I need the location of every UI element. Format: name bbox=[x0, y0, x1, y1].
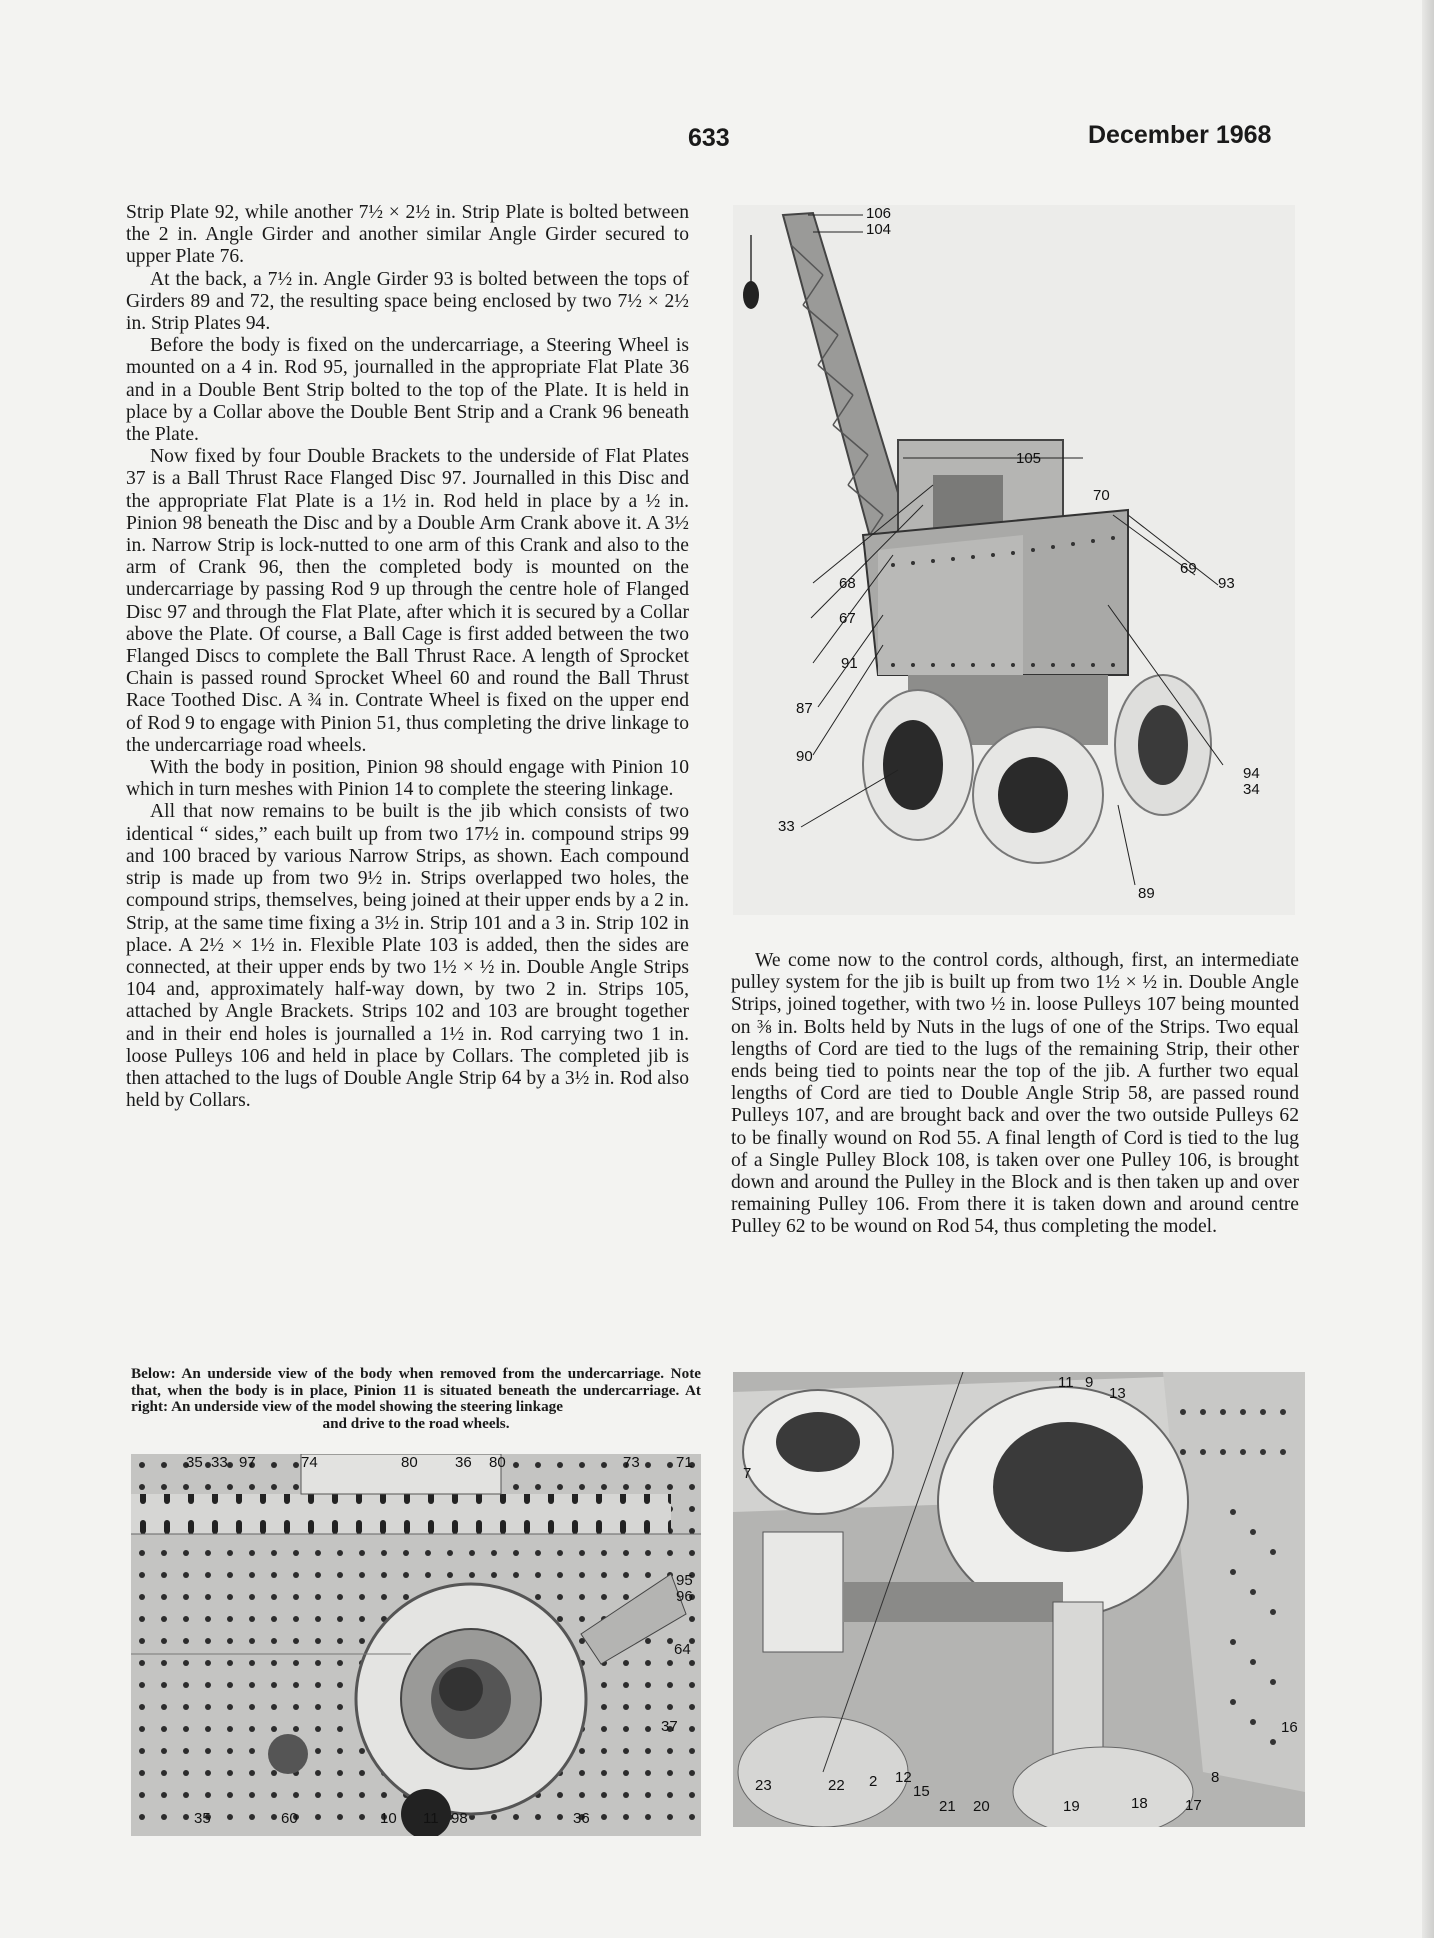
callout-label: 70 bbox=[1093, 487, 1110, 504]
text-column-left bbox=[126, 202, 689, 1112]
callout-label: 21 bbox=[939, 1798, 956, 1815]
callout-label: 36 bbox=[573, 1810, 590, 1827]
paragraph: With the body in position, Pinion 98 should engage with Pinion 10 which in turn meshes with Pinion 14 to complete the steering linkage. bbox=[126, 757, 689, 801]
callout-label: 9 bbox=[1085, 1374, 1094, 1391]
text-column-right bbox=[731, 950, 1299, 1239]
callout-label: 12 bbox=[895, 1769, 912, 1786]
callout-label: 95 bbox=[676, 1572, 693, 1589]
issue-date: December 1968 bbox=[1088, 121, 1272, 149]
callout-label: 37 bbox=[661, 1718, 678, 1735]
callout-label: 18 bbox=[1131, 1795, 1148, 1812]
callout-label: 35 bbox=[186, 1454, 203, 1471]
callout-label: 94 bbox=[1243, 765, 1260, 782]
callout-label: 33 bbox=[778, 818, 795, 835]
underside-body-illustration bbox=[131, 1454, 701, 1836]
callout-label: 11 bbox=[423, 1810, 439, 1827]
callout-label: 74 bbox=[301, 1454, 318, 1471]
paragraph: Now fixed by four Double Brackets to the underside of Flat Plates 37 is a Ball Thrust Race Flanged Disc 97. Journalled in this Disc and the appropriate Flat Plate is a 1½ in. Rod held in place by a ½ in. Pinion 98 beneath the Disc and by a Double Arm Crank above it. A 3½ in. Narrow Strip is lock-nutted to one arm of this Crank and also to the arm of Crank 96, then the completed body is mounted on the undercarriage by passing Rod 9 up through the centre hole of Flanged Disc 97 and through the Flat Plate, after which it is secured by a Collar above the Plate. Of course, a Ball Cage is first added between the two Flanged Discs to complete the Ball Thrust Race. A length of Sprocket Chain is passed round Sprocket Wheel 60 and round the Ball Thrust Race Toothed Disc. A ¾ in. Contrate Wheel is fixed on the upper end of Rod 9 to engage with Pinion 51, thus completing the drive linkage to the undercarriage road wheels. bbox=[126, 446, 689, 756]
caption-text-end: and drive to the road wheels. bbox=[322, 1414, 510, 1432]
callout-label: 34 bbox=[1243, 781, 1260, 798]
callout-label: 97 bbox=[239, 1454, 256, 1471]
callout-label: 90 bbox=[796, 748, 813, 765]
callout-label: 106 bbox=[866, 205, 892, 222]
callout-label: 60 bbox=[281, 1810, 298, 1827]
callout-label: 68 bbox=[839, 575, 856, 592]
underside-body-photo bbox=[131, 1454, 701, 1836]
page-edge-shadow bbox=[1422, 0, 1434, 1938]
callout-label: 71 bbox=[676, 1454, 693, 1471]
callout-label: 96 bbox=[676, 1588, 693, 1605]
steering-drive-photo bbox=[733, 1372, 1305, 1827]
callout-label: 15 bbox=[913, 1783, 930, 1800]
page-number: 633 bbox=[688, 124, 730, 152]
callout-label: 93 bbox=[1218, 575, 1235, 592]
callout-label: 33 bbox=[211, 1454, 228, 1471]
callout-label: 98 bbox=[451, 1810, 468, 1827]
callout-label: 80 bbox=[401, 1454, 418, 1471]
callout-label: 17 bbox=[1185, 1797, 1202, 1814]
callout-label: 105 bbox=[1016, 450, 1042, 467]
paragraph: Strip Plate 92, while another 7½ × 2½ in. Strip Plate is bolted between the 2 in. Angle Girder and another similar Angle Girder secured to upper Plate 76. bbox=[126, 202, 689, 268]
crane-photo bbox=[733, 205, 1295, 915]
steering-drive-illustration bbox=[733, 1372, 1305, 1827]
callout-label: 69 bbox=[1180, 560, 1197, 577]
callout-label: 7 bbox=[743, 1465, 752, 1482]
callout-label: 67 bbox=[839, 610, 856, 627]
callout-label: 10 bbox=[380, 1810, 397, 1827]
callout-label: 80 bbox=[489, 1454, 506, 1471]
paragraph: All that now remains to be built is the jib which consists of two identical “ sides,” each built up from two 17½ in. compound strips 99 and 100 braced by various Narrow Strips, as shown. Each compound strip is made up from two 9½ in. Strips overlapped two holes, the compound strips, themselves, being joined at their upper ends by a 2 in. Strip, at the same time fixing a 3½ in. Strip 101 and a 3 in. Strip 102 in place. A 2½ × 1½ in. Flexible Plate 103 is added, then the sides are connected, at their upper ends by two 1½ × ½ in. Double Angle Strips 104 and, approximately half-way down, by two 2 in. Strips 105, attached by Angle Brackets. Strips 102 and 103 are brought together and in their end holes is journalled a 1½ in. Rod carrying two 1 in. loose Pulleys 106 and held in place by Collars. The completed jib is then attached to the lugs of Double Angle Strip 64 by a 3½ in. Rod also held by Collars. bbox=[126, 801, 689, 1112]
callout-label: 8 bbox=[1211, 1769, 1220, 1786]
callout-label: 87 bbox=[796, 700, 813, 717]
callout-label: 19 bbox=[1063, 1798, 1080, 1815]
callout-label: 16 bbox=[1281, 1719, 1298, 1736]
callout-label: 11 bbox=[1058, 1374, 1074, 1391]
callout-label: 89 bbox=[1138, 885, 1155, 902]
callout-label: 35 bbox=[194, 1810, 211, 1827]
paragraph: Before the body is fixed on the undercarriage, a Steering Wheel is mounted on a 4 in. Rod 95, journalled in the appropriate Flat Plate 36 and in a Double Bent Strip bolted to the top of the Plate. It is held in place by a Collar above the Double Bent Strip and a Crank 96 beneath the Plate. bbox=[126, 335, 689, 446]
callout-label: 2 bbox=[869, 1773, 878, 1790]
callout-label: 23 bbox=[755, 1777, 772, 1794]
callout-label: 13 bbox=[1109, 1385, 1126, 1402]
callout-label: 22 bbox=[828, 1777, 845, 1794]
callout-label: 91 bbox=[841, 655, 858, 672]
callout-label: 104 bbox=[866, 221, 892, 238]
figure-caption bbox=[131, 1366, 701, 1432]
caption-text: Below: An underside view of the body when removed from the undercarriage. Note that, when the body is in place, Pinion 11 is situated beneath the undercarriage. At right: An underside view of the model showing the steering linkage bbox=[131, 1365, 701, 1415]
callout-label: 64 bbox=[674, 1641, 691, 1658]
paragraph: At the back, a 7½ in. Angle Girder 93 is bolted between the tops of Girders 89 and 72, the resulting space being enclosed by two 7½ × 2½ in. Strip Plates 94. bbox=[126, 268, 689, 335]
crane-illustration bbox=[733, 205, 1295, 915]
callout-label: 36 bbox=[455, 1454, 472, 1471]
callout-label: 73 bbox=[623, 1454, 640, 1471]
paragraph: We come now to the control cords, although, first, an intermediate pulley system for the jib is built up from two 1½ × ½ in. Double Angle Strips, joined together, with two ½ in. loose Pulleys 107 being mounted on ⅜ in. Bolts held by Nuts in the lugs of one of the Strips. Two equal lengths of Cord are tied to the lugs of the remaining Strip, their other ends being tied to points near the top of the jib. A further two equal lengths of Cord are tied to Double Angle Strip 58, are passed round Pulleys 107, and are brought back and over the two outside Pulleys 62 to be finally wound on Rod 55. A final length of Cord is tied to the lug of a Single Pulley Block 108, is taken over one Pulley 106, is brought down and around the Pulley in the Block and is then taken up and over remaining Pulley 106. From there it is taken down and around centre Pulley 62 to be wound on Rod 54, thus completing the model. bbox=[731, 950, 1299, 1238]
callout-label: 20 bbox=[973, 1798, 990, 1815]
